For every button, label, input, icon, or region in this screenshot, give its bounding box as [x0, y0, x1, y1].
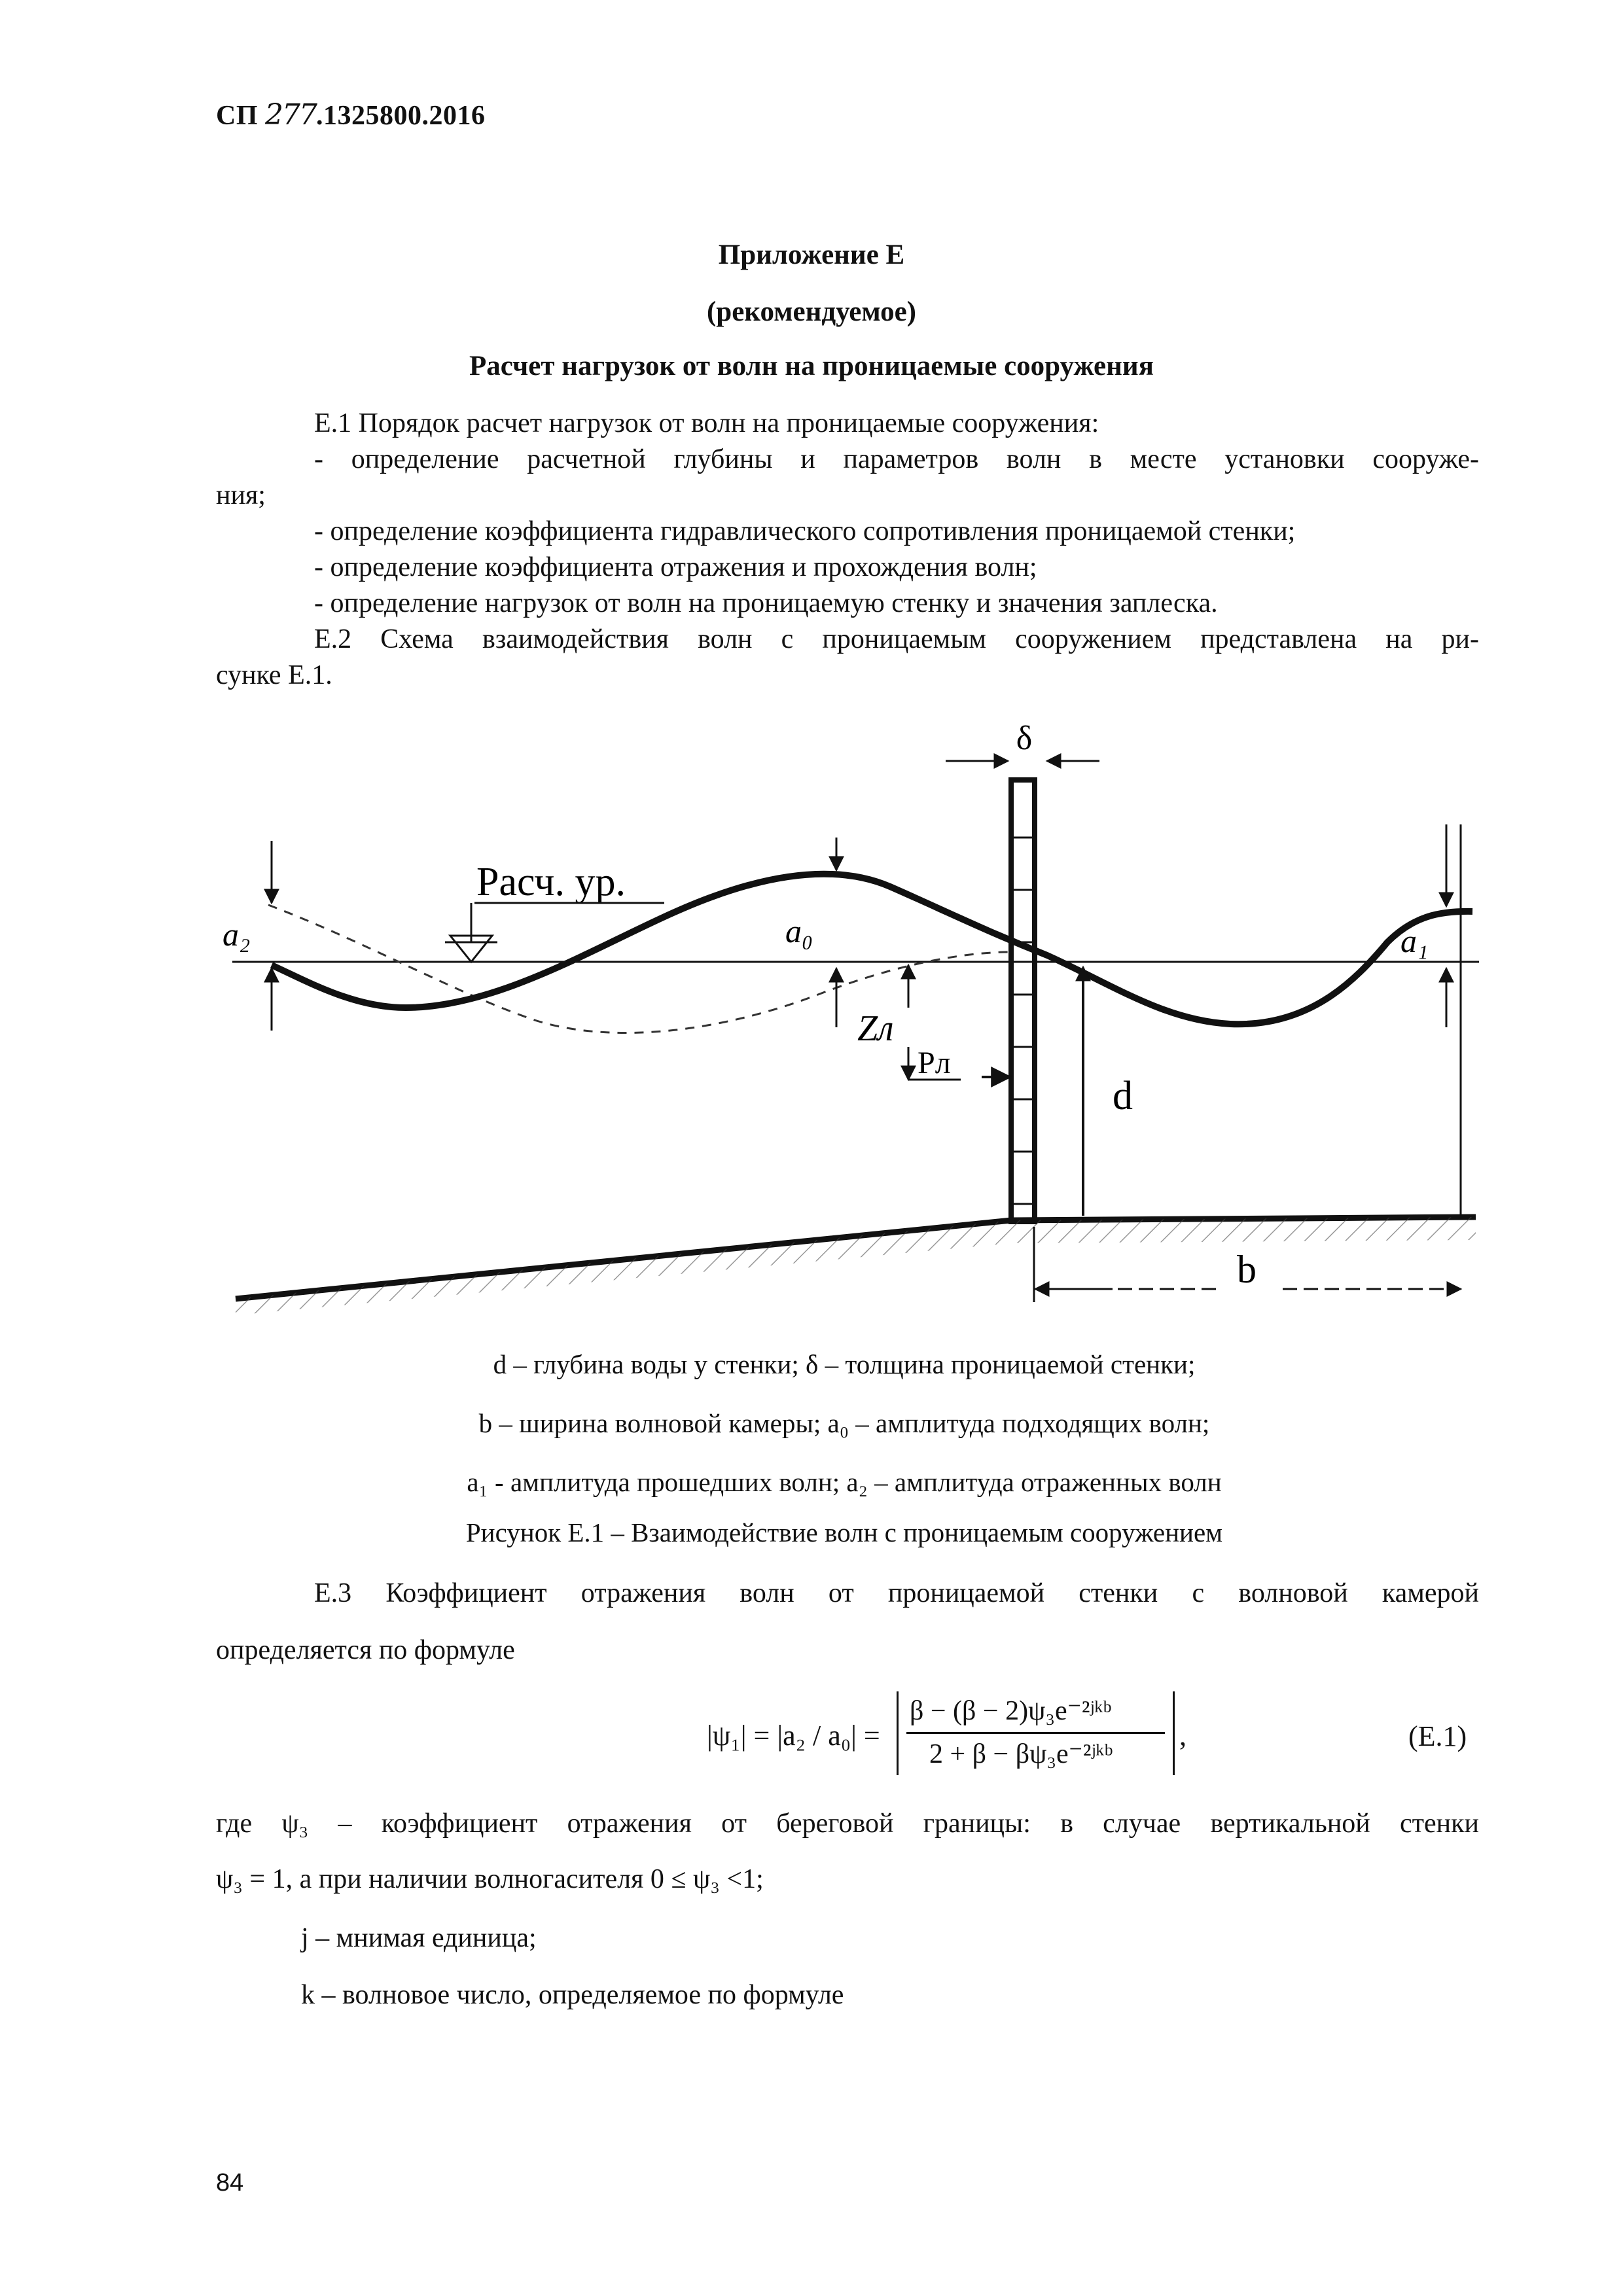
- label-a0: a₀: [785, 913, 813, 949]
- caption-line2: b – ширина волновой камеры; a₀ – амплитуда подходящих волн;: [478, 1408, 1210, 1438]
- header-prefix: СП: [216, 101, 258, 131]
- document-code-header: [216, 98, 485, 132]
- a0-dimension: [785, 838, 836, 1027]
- section-e1-item3: - определение коэффициента отражения и прохождения волн;: [314, 552, 1037, 582]
- k-definition: k – волновое число, определяемое по формуле: [301, 1980, 844, 2010]
- header-code: .1325800.2016: [315, 101, 486, 131]
- figure-wave-interaction: [0, 707, 1623, 1335]
- label-a1: a₁: [1400, 923, 1429, 959]
- label-delta: δ: [1016, 720, 1033, 757]
- label-a2: a₂: [223, 916, 251, 953]
- where-line1: где ψ₃ – коэффициент отражения от береговой границы: в случае вертикальной стенки: [216, 1809, 1479, 1839]
- formula-fraction-bar: [906, 1732, 1165, 1734]
- section-e2-line2: сунке Е.1.: [216, 660, 332, 690]
- appendix-heading: Расчет нагрузок от волн на проницаемые сооружения: [469, 351, 1154, 381]
- a2-dimension: [223, 841, 272, 1031]
- section-e1-item1: - определение расчетной глубины и параметров волн в месте установки сооруже-: [314, 444, 1479, 474]
- z-p-markers: [857, 965, 1010, 1080]
- appendix-title: Приложение Е: [718, 239, 905, 270]
- label-d: d: [1113, 1074, 1133, 1118]
- delta-dimension: [946, 720, 1099, 761]
- page-number: 84: [216, 2169, 244, 2197]
- seabed: [236, 1217, 1476, 1315]
- section-e1-item1-cont: ния;: [216, 480, 266, 510]
- section-e3-line2: определяется по формуле: [216, 1635, 515, 1665]
- a1-dimension: [1400, 824, 1461, 1217]
- section-e2-line1: Е.2 Схема взаимодействия волн с проницаемым сооружением представлена на ри-: [314, 624, 1479, 654]
- figure-caption-title: Рисунок Е.1 – Взаимодействие волн с проницаемым сооружением: [465, 1517, 1223, 1547]
- design-level-marker: [445, 860, 664, 962]
- formula-e1: |ψ₁| = |a₂ / a₀| = β − (β − 2)ψ₃e⁻²ʲᵏᵇ 2 + β − βψ₃e⁻²ʲᵏᵇ ,: [707, 1691, 1296, 1783]
- reflected-wave-curve: [268, 905, 1011, 1033]
- section-e1-item4: - определение нагрузок от волн на проницаемую стенку и значения заплеска.: [314, 588, 1218, 618]
- appendix-subtitle: (рекомендуемое): [706, 296, 916, 327]
- formula-denominator: 2 + β − βψ₃e⁻²ʲᵏᵇ: [929, 1739, 1113, 1769]
- formula-numerator: β − (β − 2)ψ₃e⁻²ʲᵏᵇ: [910, 1696, 1112, 1726]
- incident-wave-curve: [272, 874, 1472, 1025]
- label-b: b: [1237, 1248, 1257, 1291]
- d-dimension: [1083, 967, 1133, 1216]
- formula-number: (Е.1): [1408, 1720, 1467, 1752]
- permeable-wall: [1011, 780, 1035, 1222]
- label-z: Zл: [857, 1008, 894, 1049]
- section-e3-line1: Е.3 Коэффициент отражения волн от проницаемой стенки с волновой камерой: [314, 1578, 1479, 1608]
- section-e1-item2: - определение коэффициента гидравлического сопротивления проницаемой стенки;: [314, 516, 1296, 546]
- section-e1-intro: Е.1 Порядок расчет нагрузок от волн на проницаемые сооружения:: [314, 408, 1099, 438]
- handwritten-number: 277: [265, 98, 316, 132]
- j-definition: j – мнимая единица;: [301, 1923, 537, 1953]
- label-p: Pл: [918, 1046, 951, 1080]
- formula-lhs: |ψ₁| = |a₂ / a₀| =: [707, 1720, 880, 1752]
- caption-line1: d – глубина воды у стенки; δ – толщина проницаемой стенки;: [493, 1349, 1196, 1379]
- label-design-level: Расч. ур.: [476, 860, 626, 904]
- caption-line3: a₁ - амплитуда прошедших волн; a₂ – амплитуда отраженных волн: [467, 1467, 1222, 1497]
- where-line2: ψ₃ = 1, а при наличии волногасителя 0 ≤ ψ₃ <1;: [216, 1864, 764, 1894]
